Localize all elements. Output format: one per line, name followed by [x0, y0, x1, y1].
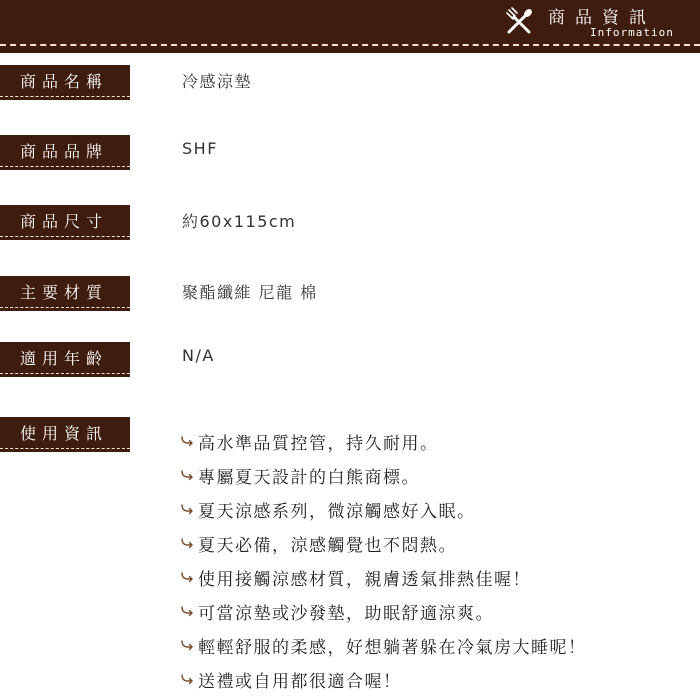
spec-label: 使用資訊 — [20, 424, 109, 443]
curved-arrow-icon — [180, 469, 195, 481]
list-item — [180, 492, 587, 526]
label-dashed-line — [0, 96, 130, 97]
usage-text: 使用接觸涼感材質，親膚透氣排熱佳喔！ — [198, 569, 531, 590]
usage-text: 送禮或自用都很適合喔！ — [198, 671, 402, 692]
list-item — [180, 458, 587, 492]
list-item — [180, 424, 587, 458]
label-dashed-line — [0, 307, 130, 308]
list-item — [180, 560, 587, 594]
spec-value: 約60x115cm — [182, 212, 297, 231]
fork-spoon-icon — [504, 7, 534, 37]
header-dashed-line — [0, 44, 700, 46]
spec-label-box — [0, 135, 130, 170]
list-item — [180, 662, 587, 696]
usage-text: 夏天涼感系列，微涼觸感好入眠。 — [198, 501, 476, 522]
curved-arrow-icon — [180, 571, 195, 583]
spec-label-box — [0, 417, 130, 452]
label-dashed-line — [0, 373, 130, 374]
usage-text: 可當涼墊或沙發墊，助眠舒適涼爽。 — [198, 603, 494, 624]
usage-list — [180, 424, 587, 696]
list-item — [180, 594, 587, 628]
usage-text: 專屬夏天設計的白熊商標。 — [198, 467, 420, 488]
info-header — [0, 0, 700, 53]
curved-arrow-icon — [180, 503, 195, 515]
spec-value: SHF — [182, 139, 218, 158]
header-title: 商品資訊 — [548, 8, 656, 28]
spec-value: 聚酯纖維 尼龍 棉 — [182, 283, 318, 302]
spec-value: 冷感涼墊 — [182, 72, 253, 91]
label-dashed-line — [0, 236, 130, 237]
spec-label-box — [0, 276, 130, 311]
spec-label: 商品名稱 — [20, 72, 109, 91]
curved-arrow-icon — [180, 605, 195, 617]
spec-label: 適用年齡 — [20, 349, 109, 368]
spec-value: N/A — [182, 346, 215, 365]
spec-label-box — [0, 65, 130, 100]
usage-text: 高水準品質控管，持久耐用。 — [198, 433, 439, 454]
list-item — [180, 526, 587, 560]
spec-label-box — [0, 205, 130, 240]
curved-arrow-icon — [180, 673, 195, 685]
header-subtitle: Information — [590, 26, 674, 39]
spec-label: 商品品牌 — [20, 142, 109, 161]
curved-arrow-icon — [180, 435, 195, 447]
usage-text: 輕輕舒服的柔感，好想躺著躲在冷氣房大睡呢！ — [198, 637, 587, 658]
spec-label: 主要材質 — [20, 283, 109, 302]
spec-label-box — [0, 342, 130, 377]
list-item — [180, 628, 587, 662]
label-dashed-line — [0, 448, 130, 449]
usage-text: 夏天必備，涼感觸覺也不悶熱。 — [198, 535, 457, 556]
spec-label: 商品尺寸 — [20, 212, 109, 231]
curved-arrow-icon — [180, 537, 195, 549]
label-dashed-line — [0, 166, 130, 167]
curved-arrow-icon — [180, 639, 195, 651]
